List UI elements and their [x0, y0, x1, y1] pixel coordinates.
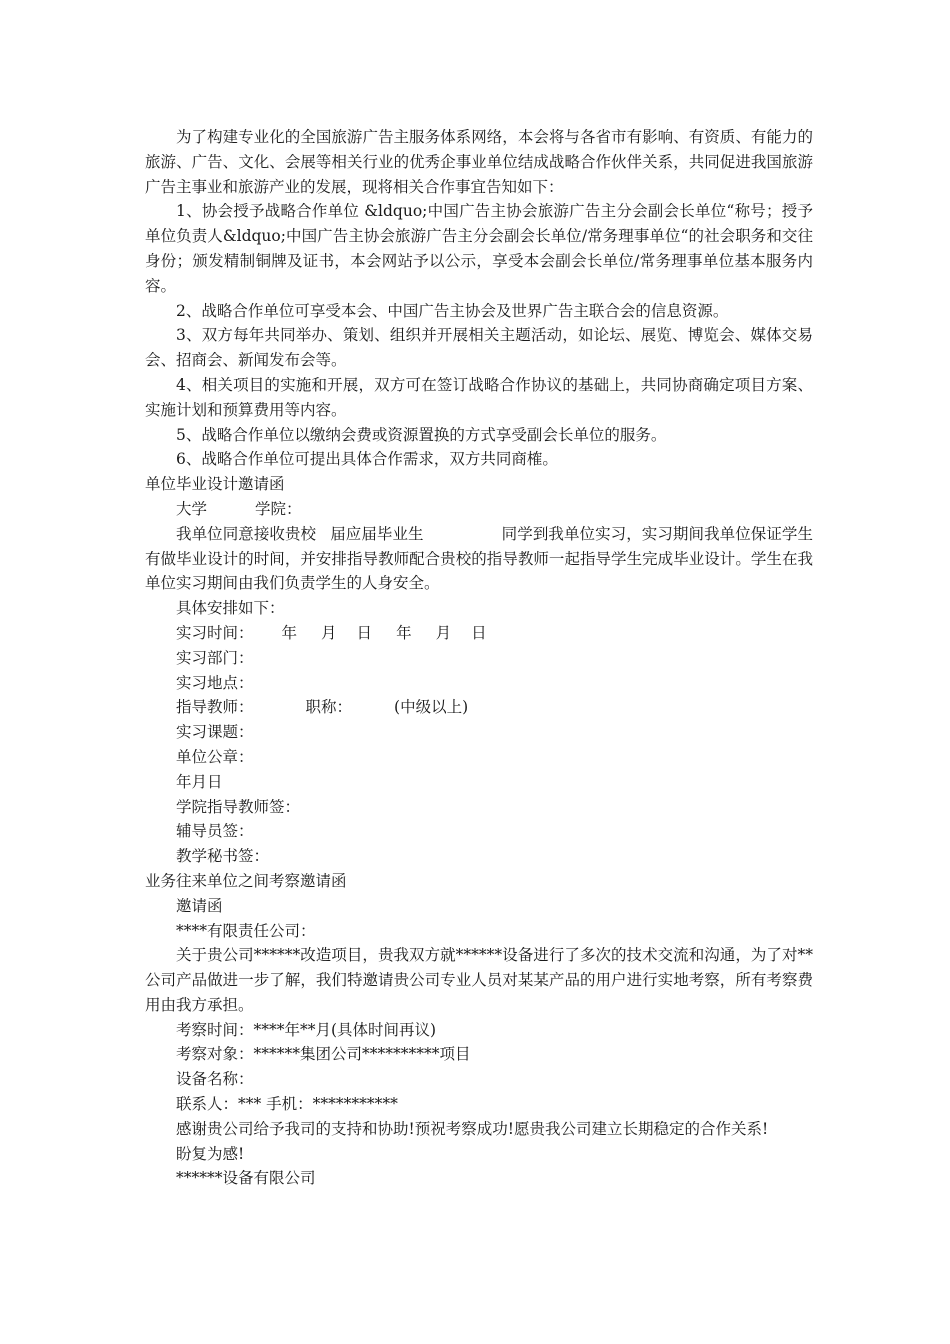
cooperation-item-5: 5、战略合作单位以缴纳会费或资源置换的方式享受副会长单位的服务。 [176, 425, 667, 444]
graduation-salutation [145, 497, 813, 522]
advisor-title-label: 职称： [305, 698, 353, 717]
advisor-title-requirement: (中级以上) [394, 698, 469, 717]
advisor-row [145, 695, 813, 720]
document-page [145, 125, 813, 1191]
inspection-time: 考察时间：****年**月(具体时间再议) [176, 1020, 437, 1039]
secretary-signature: 教学秘书签： [176, 847, 270, 866]
salutation-university: 大学 [176, 499, 208, 518]
cooperation-item-3: 3、双方每年共同举办、策划、组织并开展相关主题活动，如论坛、展览、博览会、媒体交易会、招商会、新闻发布会等。 [145, 326, 813, 370]
invitation-heading: 邀请函 [176, 896, 223, 915]
internship-topic: 实习课题： [176, 723, 254, 742]
arrangement-intro: 具体安排如下： [176, 599, 285, 618]
inspection-invitation-title: 业务往来单位之间考察邀请函 [145, 871, 347, 890]
cooperation-item-1: 1、协会授予战略合作单位 &ldquo;中国广告主协会旅游广告主分会副会长单位“称号；授予单位负责人&ldquo;中国广告主协会旅游广告主分会副会长单位/常务理事单位“的社会职务和交往身份；颁发精制铜牌及证书，本会网站予以公示，享受本会副会长单位/常务理事单位基本服务内容。 [145, 202, 813, 295]
salutation-college: 学院： [255, 499, 302, 518]
internship-location: 实习地点： [176, 673, 254, 692]
company-signature: ******设备有限公司 [176, 1169, 316, 1188]
cooperation-item-2: 2、战略合作单位可享受本会、中国广告主协会及世界广告主联合会的信息资源。 [176, 301, 729, 320]
date-day-end: 日 [471, 623, 487, 642]
cooperation-item-4: 4、相关项目的实施和开展，双方可在签订战略合作协议的基础上，共同协商确定项目方案、实施计划和预算费用等内容。 [145, 375, 813, 419]
reply-line: 盼复为感! [176, 1144, 245, 1163]
graduation-body-a: 我单位同意接收贵校 [176, 524, 317, 543]
graduation-body-c: 同学到我单位实习，实习期间我单位保证学生有做毕业设计的时间，并安排指导教师配合贵校的指导教师一起指导学生完成毕业设计。学生在我单位实习期间由我们负责学生的人身安全。 [145, 524, 813, 593]
date-day-start: 日 [356, 623, 373, 642]
college-advisor-signature: 学院指导教师签： [176, 797, 301, 816]
equipment-name: 设备名称： [176, 1070, 254, 1089]
inspection-target: 考察对象：******集团公司**********项目 [176, 1045, 471, 1064]
unit-seal: 单位公章： [176, 747, 254, 766]
date-month-start: 月 [321, 623, 337, 642]
inspection-body: 关于贵公司******改造项目，贵我双方就******设备进行了多次的技术交流和沟通，为了对**公司产品做进一步了解，我们特邀请贵公司专业人员对某某产品的用户进行实地考察，所有考察费用由我方承担。 [145, 946, 813, 1014]
internship-time-row [145, 621, 813, 646]
contact-line: 联系人：*** 手机：*********** [176, 1095, 398, 1114]
date-month-end: 月 [435, 623, 452, 642]
intro-paragraph: 为了构建专业化的全国旅游广告主服务体系网络，本会将与各省市有影响、有资质、有能力的旅游、广告、文化、会展等相关行业的优秀企事业单位结成战略合作伙伴关系，共同促进我国旅游广告主事业和旅游产业的发展，现将相关合作事宜告知如下： [145, 128, 813, 196]
date-year-start: 年 [281, 623, 298, 642]
inspection-salutation: ****有限责任公司： [176, 921, 316, 940]
internship-time-label: 实习时间： [176, 623, 254, 642]
graduation-body-b: 届应届毕业生 [330, 524, 424, 543]
counselor-signature: 辅导员签： [176, 822, 254, 841]
advisor-label: 指导教师： [176, 698, 254, 717]
graduation-invitation-title: 单位毕业设计邀请函 [145, 475, 285, 494]
cooperation-item-6: 6、战略合作单位可提出具体合作需求，双方共同商榷。 [176, 450, 558, 469]
graduation-body [145, 522, 813, 596]
internship-department: 实习部门： [176, 648, 254, 667]
thanks-paragraph: 感谢贵公司给予我司的支持和协助!预祝考察成功!愿贵我公司建立长期稳定的合作关系! [176, 1119, 769, 1138]
date-year-end: 年 [396, 623, 412, 642]
date-line: 年月日 [176, 772, 223, 791]
